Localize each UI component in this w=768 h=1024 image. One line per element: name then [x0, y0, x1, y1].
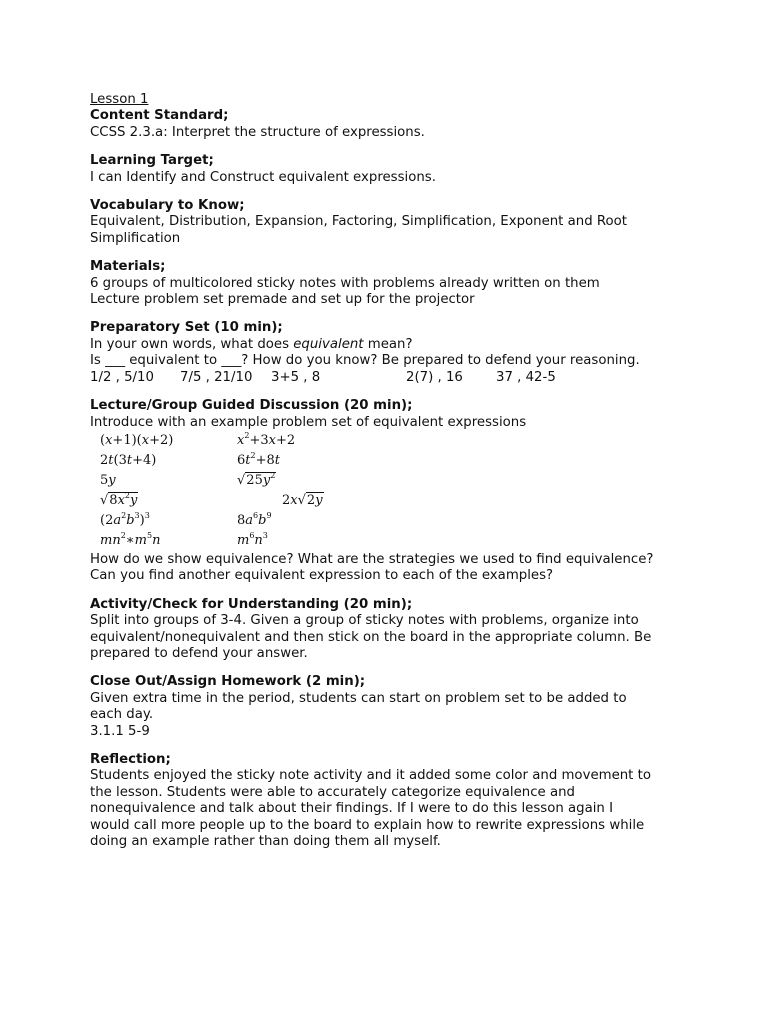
pair-item: 3+5 , 8 — [271, 369, 321, 385]
lecture-question: How do we show equivalence? What are the strategies we used to find equivalence? — [90, 551, 654, 567]
pair-item: 1/2 , 5/10 — [90, 369, 154, 385]
reflection-line: nonequivalence and talk about their findings. If I were to do this lesson again I — [90, 801, 613, 817]
learning-target-text: I can Identify and Construct equivalent expressions. — [90, 169, 436, 185]
materials-line: 6 groups of multicolored sticky notes with problems already written on them — [90, 275, 600, 291]
vocabulary-heading: Vocabulary to Know; — [90, 198, 245, 214]
materials-line: Lecture problem set premade and set up for the projector — [90, 292, 475, 308]
content-standard-heading: Content Standard; — [90, 108, 229, 124]
pair-item: 7/5 , 21/10 — [180, 369, 253, 385]
expression: $(2a^2b^3)^3$ — [100, 510, 150, 528]
lesson-title: Lesson 1 — [90, 92, 149, 107]
preparatory-prompt: Is ___ equivalent to ___? How do you know? Be prepared to defend your reasoning. — [90, 353, 640, 369]
activity-heading: Activity/Check for Understanding (20 min); — [90, 596, 413, 612]
activity-line: Split into groups of 3-4. Given a group of sticky notes with problems, organize into — [90, 613, 639, 629]
preparatory-question: In your own words, what does equivalent mean? — [90, 336, 413, 352]
expression: 2t(3t+4) — [100, 452, 157, 468]
expression: 5y — [100, 472, 116, 488]
reflection-line: the lesson. Students were able to accurately categorize equivalence and — [90, 784, 575, 800]
reflection-line: doing an example rather than doing them all myself. — [90, 834, 441, 849]
preparatory-pairs — [90, 370, 690, 386]
vocabulary-line: Simplification — [90, 230, 181, 246]
expression: $6t^2+8t$ — [237, 450, 281, 468]
expression: $x^2+3x+2$ — [237, 430, 296, 448]
activity-line: equivalent/nonequivalent and then stick on the board in the appropriate column. Be — [90, 629, 652, 645]
closeout-line: each day. — [90, 707, 154, 723]
expression: 2x√2y — [282, 492, 323, 508]
preparatory-heading: Preparatory Set (10 min); — [90, 320, 283, 336]
expression: (x+1)(x+2) — [100, 432, 174, 448]
expression: $√25y^2$ — [237, 470, 276, 488]
lecture-heading: Lecture/Group Guided Discussion (20 min); — [90, 398, 413, 414]
expression: $8a^6b^9$ — [237, 510, 272, 528]
content-standard-text: CCSS 2.3.a: Interpret the structure of expressions. — [90, 124, 425, 140]
activity-line: prepared to defend your answer. — [90, 645, 308, 661]
reflection-heading: Reflection; — [90, 751, 171, 767]
closeout-line: Given extra time in the period, students can start on problem set to be added to — [90, 690, 627, 706]
closeout-heading: Close Out/Assign Homework (2 min); — [90, 674, 366, 690]
expression: $m^6n^3$ — [237, 530, 268, 548]
expression: $√8x^2y$ — [100, 490, 138, 508]
learning-target-heading: Learning Target; — [90, 153, 214, 169]
lesson-plan — [90, 92, 690, 850]
vocabulary-line: Equivalent, Distribution, Expansion, Factoring, Simplification, Exponent and Root — [90, 214, 627, 230]
equivalent-expressions-set — [90, 430, 690, 551]
materials-heading: Materials; — [90, 259, 166, 275]
pair-item: 37 , 42-5 — [496, 369, 556, 385]
lecture-question: Can you find another equivalent expression to each of the examples? — [90, 568, 554, 584]
reflection-line: Students enjoyed the sticky note activity and it added some color and movement to — [90, 768, 651, 784]
homework-assignment: 3.1.1 5-9 — [90, 723, 150, 739]
reflection-line: would call more people up to the board to explain how to rewrite expressions while — [90, 817, 645, 833]
lecture-intro: Introduce with an example problem set of equivalent expressions — [90, 414, 527, 430]
pair-item: 2(7) , 16 — [406, 369, 463, 385]
expression: $mn^2∗m^5n$ — [100, 530, 161, 548]
